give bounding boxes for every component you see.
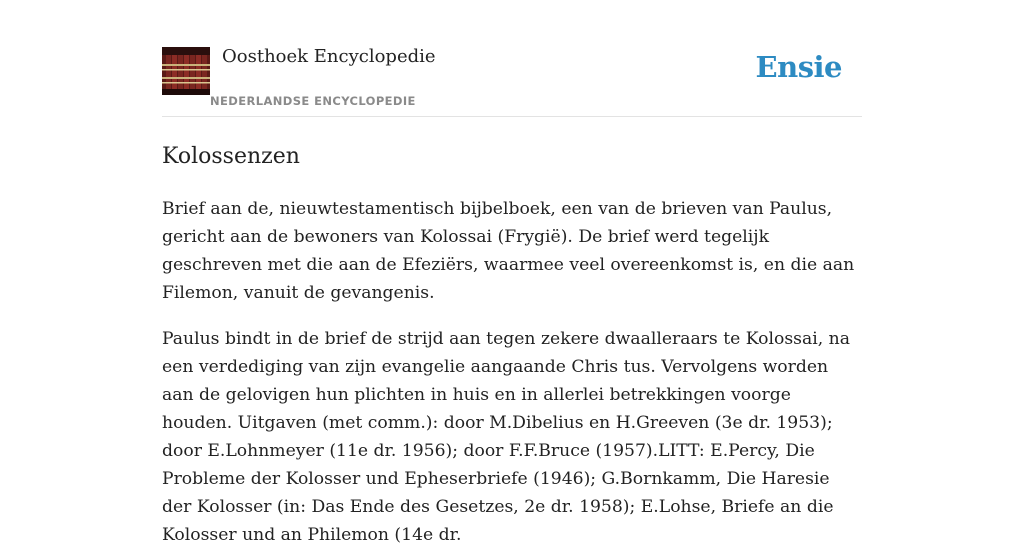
article-title: Kolossenzen [162,144,300,169]
site-tagline: NEDERLANDSE ENCYCLOPEDIE [210,94,416,108]
site-logo-avatar[interactable] [162,47,210,95]
page-container [162,0,862,549]
site-name-link[interactable]: Oosthoek Encyclopedie [222,46,436,67]
article-paragraph: Paulus bindt in de brief de strijd aan tegen zekere dwaalleraars te Kolossai, na een verdediging van zijn evangelie aangaande Chris tus. Vervolgens worden aan de gelovigen hun plichten in huis en in allerlei betrekkingen voorge houden. Uitgaven (met comm.): door M.Dibelius en H.Greeven (3e dr. 1953); door E.Lohnmeyer (11e dr. 1956); door F.F.Bruce (1957).LITT: E.Percy, Die Probleme der Kolosser und Epheserbriefe (1946); G.Bornkamm, Die Haresie der Kolosser (in: Das Ende des Gesetzes, 2e dr. 1958); E.Lohse, Briefe an die Kolosser und an Philemon (14e dr. [162,329,850,545]
encyclopedia-books-icon [162,47,210,95]
site-header [162,0,862,117]
ensie-brand-link[interactable]: Ensie [755,50,842,84]
article-body [162,195,862,549]
article-paragraph: Brief aan de, nieuwtestamentisch bijbelboek, een van de brieven van Paulus, gericht aan de bewoners van Kolossai (Frygië). De brief werd tegelijk geschreven met die aan de Efeziërs, waarmee veel overeenkomst is, en die aan Filemon, vanuit de gevangenis. [162,199,855,303]
